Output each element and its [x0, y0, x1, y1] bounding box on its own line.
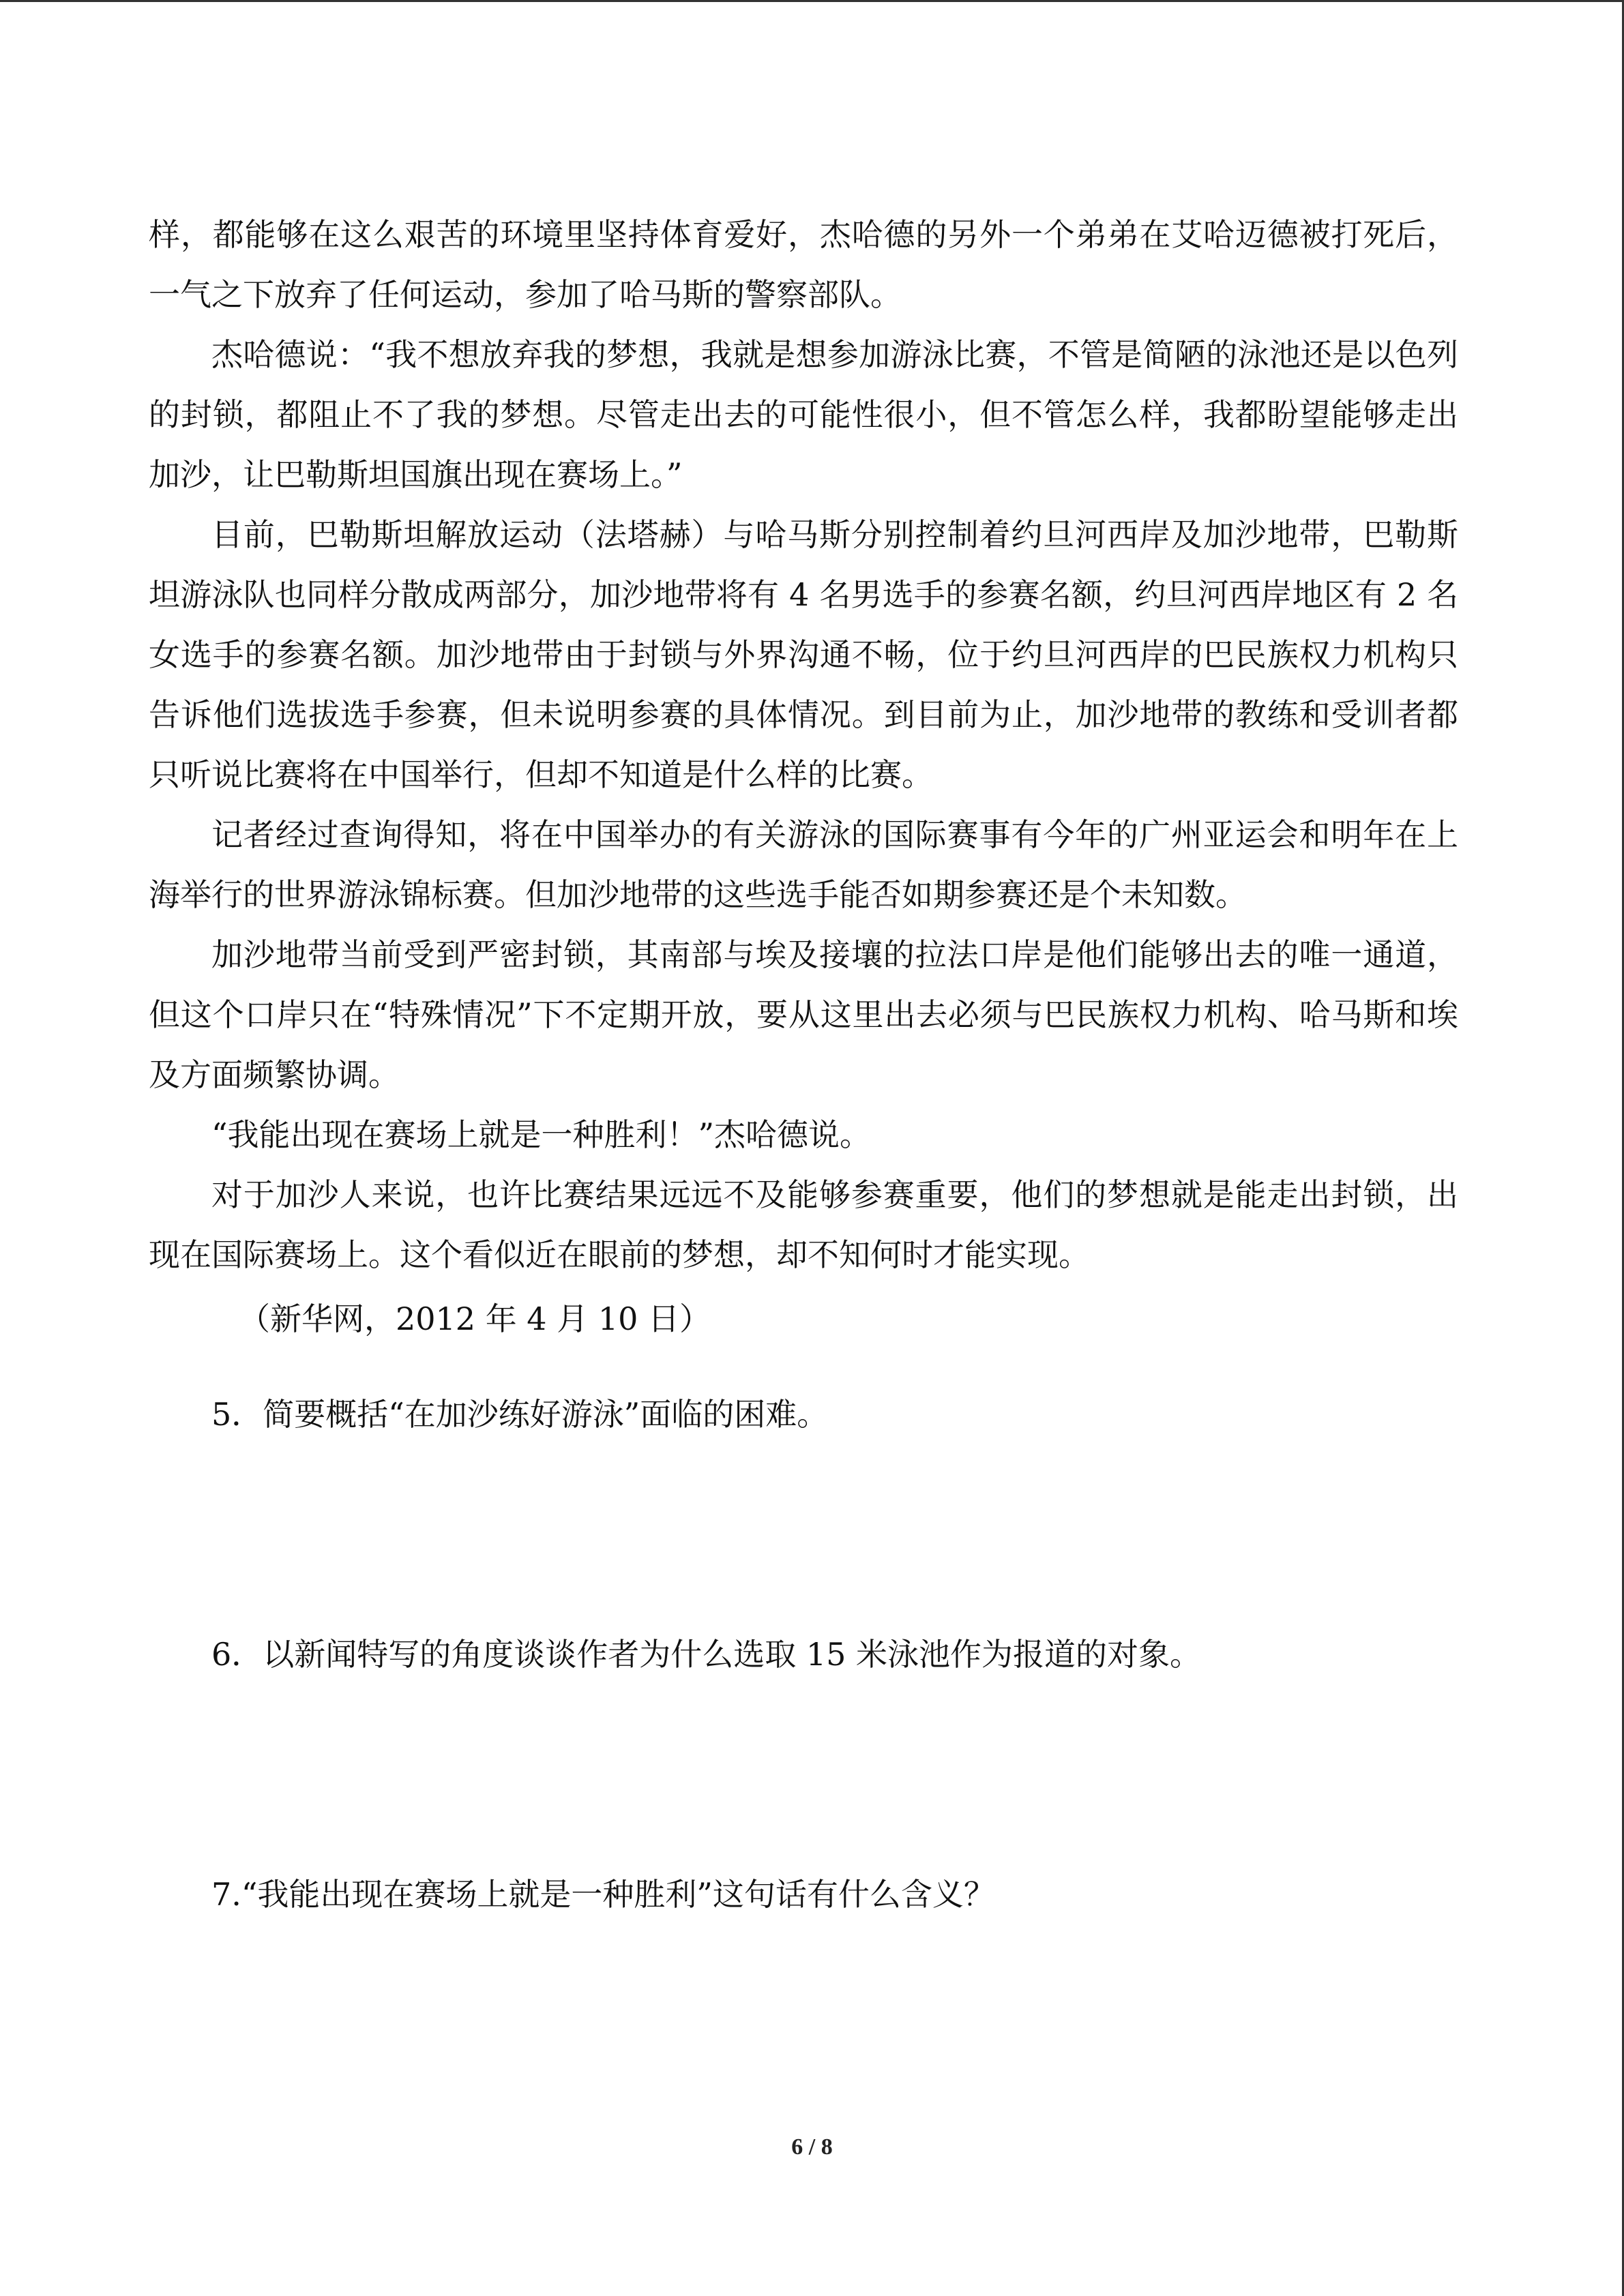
question-6: 6．以新闻特写的角度谈谈作者为什么选取 15 米泳池作为报道的对象。 [211, 1636, 1202, 1673]
article-paragraph-5: 加沙地带当前受到严密封锁，其南部与埃及接壤的拉法口岸是他们能够出去的唯一通道，但这个口岸只在“特殊情况”下不定期开放，要从这里出去必须与巴民族权力机构、哈马斯和埃及方面频繁协调。 [149, 936, 1458, 1093]
page-number: 6 / 8 [791, 2134, 833, 2160]
article-paragraph-7: 对于加沙人来说，也许比赛结果远远不及能够参赛重要，他们的梦想就是能走出封锁，出现在国际赛场上。这个看似近在眼前的梦想，却不知何时才能实现。 [149, 1176, 1458, 1273]
document-page [149, 205, 1458, 1924]
question-7: 7.“我能出现在赛场上就是一种胜利”这句话有什么含义？ [211, 1876, 995, 1913]
page-top-border [0, 0, 1624, 2]
question-5: 5．简要概括“在加沙练好游泳”面临的困难。 [211, 1396, 829, 1433]
article-source: （新华网，2012 年 4 月 10 日） [239, 1300, 711, 1337]
article-paragraph-4: 记者经过查询得知，将在中国举办的有关游泳的国际赛事有今年的广州亚运会和明年在上海举行的世界游泳锦标赛。但加沙地带的这些选手能否如期参赛还是个未知数。 [149, 816, 1458, 913]
article-paragraph-6: “我能出现在赛场上就是一种胜利！”杰哈德说。 [211, 1116, 872, 1153]
article-paragraph-2: 杰哈德说：“我不想放弃我的梦想，我就是想参加游泳比赛，不管是简陋的泳池还是以色列的封锁，都阻止不了我的梦想。尽管走出去的可能性很小，但不管怎么样，我都盼望能够走出加沙，让巴勒斯坦国旗出现在赛场上。” [149, 336, 1458, 493]
article-paragraph-1: 样，都能够在这么艰苦的环境里坚持体育爱好，杰哈德的另外一个弟弟在艾哈迈德被打死后，一气之下放弃了任何运动，参加了哈马斯的警察部队。 [149, 216, 1458, 313]
article-paragraph-3: 目前，巴勒斯坦解放运动（法塔赫）与哈马斯分别控制着约旦河西岸及加沙地带，巴勒斯坦游泳队也同样分散成两部分，加沙地带将有 4 名男选手的参赛名额，约旦河西岸地区有 2 名女选手的参赛名额。加沙地带由于封锁与外界沟通不畅，位于约旦河西岸的巴民族权力机构只告诉他们选拔选手参赛，但未说明参赛的具体情况。到目前为止，加沙地带的教练和受训者都只听说比赛将在中国举行，但却不知道是什么样的比赛。 [149, 516, 1458, 793]
